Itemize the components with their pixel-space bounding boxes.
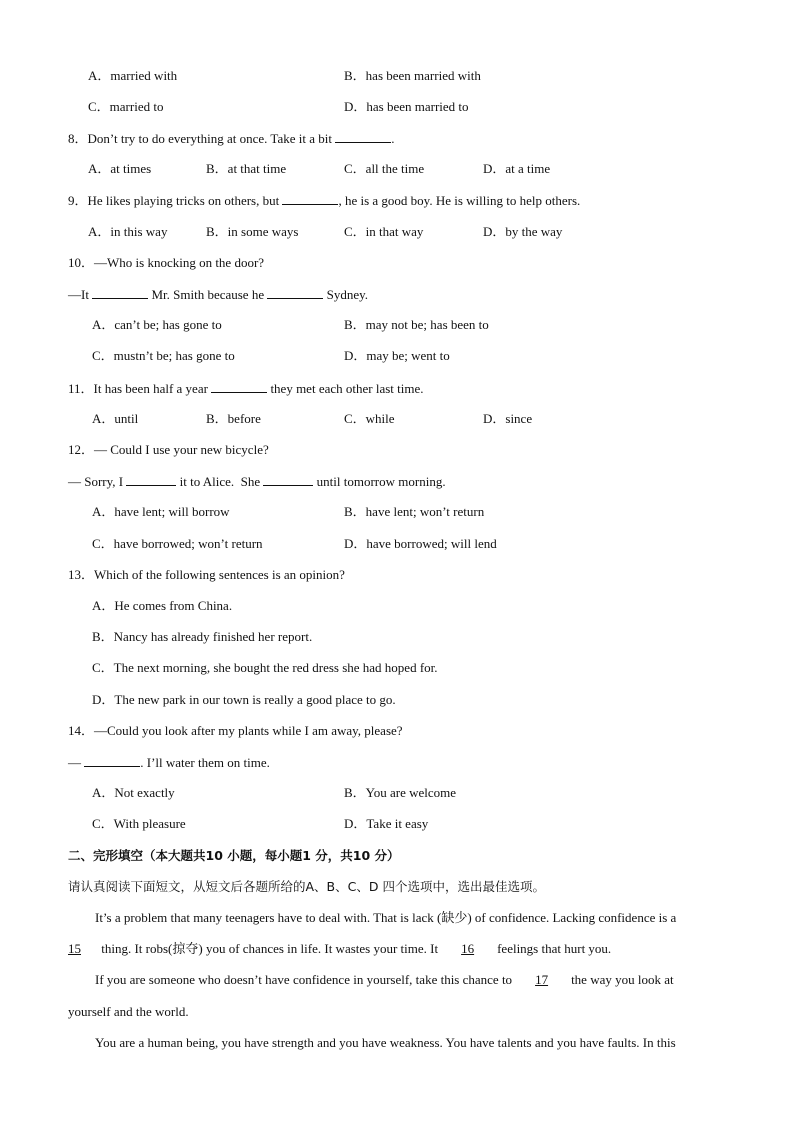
q13-option-c: C．The next morning, she bought the red dress she had hoped for. <box>92 660 438 675</box>
passage-p2-line1 <box>95 972 674 988</box>
q12-option-a: A．have lent; will borrow <box>92 504 230 519</box>
q9-blank <box>282 192 338 205</box>
q13-stem: 13．Which of the following sentences is an opinion? <box>68 567 345 582</box>
passage-p2-line1-end: the way you look at <box>564 972 674 987</box>
q14-option-c: C．With pleasure <box>92 816 186 831</box>
q8-option-a: A．at times <box>88 161 152 176</box>
q9-option-b: B．in some ways <box>206 224 299 239</box>
q12-option-d: D．have borrowed; will lend <box>344 536 497 551</box>
passage-p1-line2-mid: thing. It robs(掠夺) you of chances in life. It wastes your time. It <box>98 941 445 956</box>
q9-stem-end: , he is a good boy. He is willing to help others. <box>338 193 581 208</box>
passage-p3-line1: You are a human being, you have strength and you have weakness. You have talents and you have faults. In this <box>95 1035 676 1050</box>
q12-reply <box>68 473 446 490</box>
q12-blank-1 <box>126 473 176 486</box>
q10-option-a: A．can’t be; has gone to <box>92 317 222 332</box>
q9-stem <box>68 192 580 209</box>
q7-option-b: B．has been married with <box>344 68 481 83</box>
section-instruction: 请认真阅读下面短文，从短文后各题所给的A、B、C、D 四个选项中，选出最佳选项。 <box>68 879 545 894</box>
q14-reply-end: . I’ll water them on time. <box>140 755 270 770</box>
q8-option-b: B．at that time <box>206 161 287 176</box>
q14-option-d: D．Take it easy <box>344 816 429 831</box>
q11-option-b: B．before <box>206 411 261 426</box>
q7-option-d: D．has been married to <box>344 99 469 114</box>
q10-reply-start: —It <box>68 287 93 302</box>
q10-reply-mid: Mr. Smith because he <box>148 287 268 302</box>
q9-option-d: D．by the way <box>483 224 563 239</box>
q9-option-c: C．in that way <box>344 224 424 239</box>
q11-option-d: D．since <box>483 411 533 426</box>
q14-reply <box>68 754 270 771</box>
q14-option-a: A．Not exactly <box>92 785 175 800</box>
q7-option-a: A．married with <box>88 68 178 83</box>
q12-option-b: B．have lent; won’t return <box>344 504 485 519</box>
q13-option-a: A．He comes from China. <box>92 598 233 613</box>
q10-option-c: C．mustn’t be; has gone to <box>92 348 235 363</box>
q10-reply-end: Sydney. <box>323 287 369 302</box>
q10-blank-1 <box>92 286 148 299</box>
q12-blank-2 <box>263 473 313 486</box>
q11-option-c: C．while <box>344 411 395 426</box>
q10-option-d: D．may be; went to <box>344 348 450 363</box>
q10-reply <box>68 286 368 303</box>
passage-p1-line2-end: feelings that hurt you. <box>490 941 612 956</box>
q12-option-c: C．have borrowed; won’t return <box>92 536 263 551</box>
blank-15: 15 <box>68 941 81 956</box>
section-heading: 二、完形填空（本大题共10 小题，每小题1 分，共10 分） <box>68 848 400 863</box>
q10-option-b: B．may not be; has been to <box>344 317 489 332</box>
q8-stem-text: 8．Don’t try to do everything at once. Take it a bit <box>68 131 336 146</box>
q14-blank <box>84 754 140 767</box>
blank-16: 16 <box>461 941 475 956</box>
q13-option-b: B．Nancy has already finished her report. <box>92 629 313 644</box>
passage-p2-line2: yourself and the world. <box>68 1004 189 1019</box>
q12-reply-end: until tomorrow morning. <box>313 474 446 489</box>
q8-stem <box>68 130 394 147</box>
q12-stem: 12．— Could I use your new bicycle? <box>68 442 269 457</box>
blank-17: 17 <box>535 972 549 987</box>
q8-stem-end: . <box>391 131 395 146</box>
q8-option-c: C．all the time <box>344 161 425 176</box>
q9-option-a: A．in this way <box>88 224 168 239</box>
q14-reply-start: — <box>68 755 85 770</box>
q9-stem-text: 9．He likes playing tricks on others, but <box>68 193 283 208</box>
passage-p2-line1-start: If you are someone who doesn’t have confidence in yourself, take this chance to <box>95 972 519 987</box>
q14-stem: 14．—Could you look after my plants while I am away, please? <box>68 723 403 738</box>
q12-reply-mid: it to Alice. She <box>176 474 264 489</box>
q10-stem: 10．—Who is knocking on the door? <box>68 255 265 270</box>
q8-blank <box>335 130 391 143</box>
q11-blank <box>211 380 267 393</box>
q11-stem <box>68 380 424 397</box>
passage-p1-line1: It’s a problem that many teenagers have to deal with. That is lack (缺少) of confidence. Lacking confidence is a <box>95 910 677 925</box>
q11-stem-text: 11．It has been half a year <box>68 381 212 396</box>
q12-reply-start: — Sorry, I <box>68 474 127 489</box>
q13-option-d: D．The new park in our town is really a good place to go. <box>92 692 396 707</box>
q7-option-c: C．married to <box>88 99 164 114</box>
q11-option-a: A．until <box>92 411 139 426</box>
passage-p1-line2 <box>68 941 611 957</box>
q10-blank-2 <box>267 286 323 299</box>
q11-stem-end: they met each other last time. <box>267 381 424 396</box>
q8-option-d: D．at a time <box>483 161 551 176</box>
q14-option-b: B．You are welcome <box>344 785 457 800</box>
